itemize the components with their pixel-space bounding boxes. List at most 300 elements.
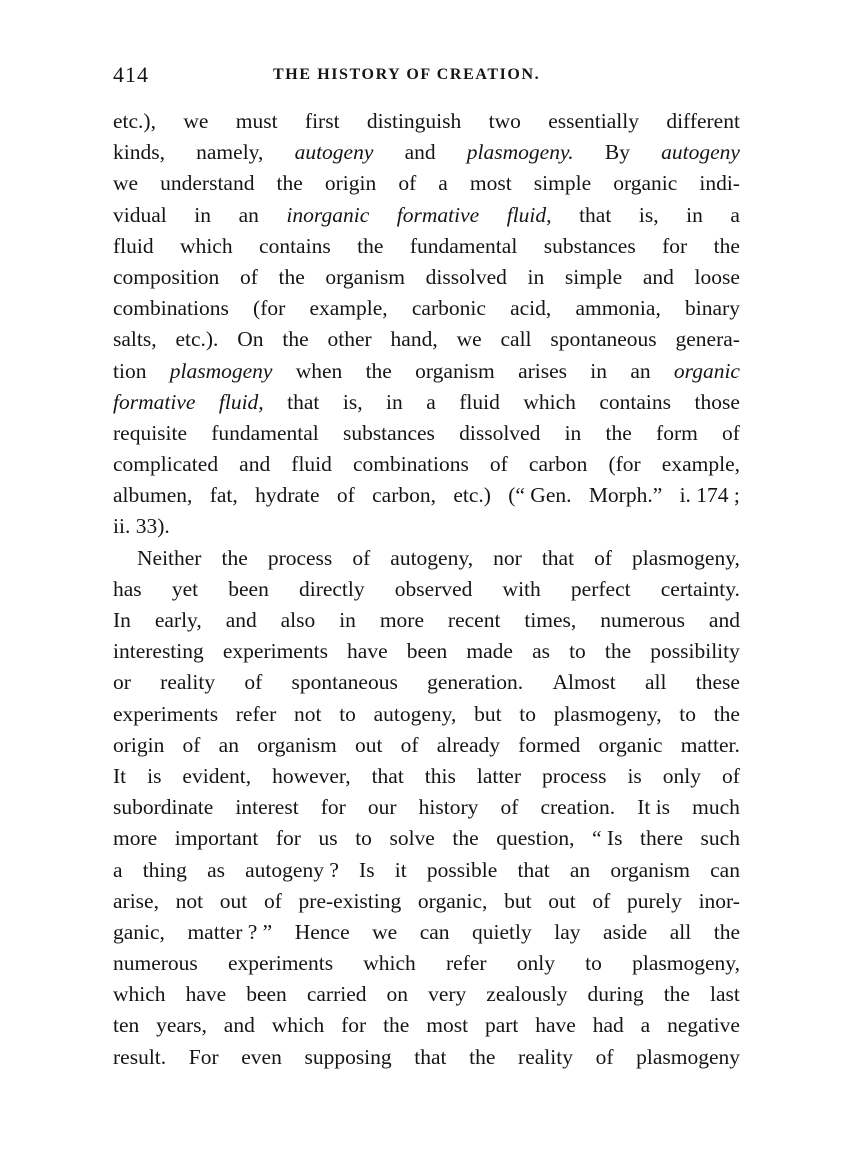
word: subordinate (113, 795, 214, 820)
word: of (500, 795, 519, 820)
word: yet (171, 576, 199, 601)
word: we (456, 327, 482, 352)
word: a (426, 389, 436, 414)
word: even (241, 1044, 282, 1069)
word: in (386, 389, 403, 414)
word: combinations (113, 296, 229, 321)
word: numerous (113, 951, 198, 976)
word: organic (598, 732, 663, 757)
word: dissolved (425, 264, 507, 289)
word: different (666, 109, 740, 133)
word: numerous (600, 608, 686, 632)
word: to (585, 951, 602, 976)
text-line (113, 106, 740, 137)
word: been (246, 982, 287, 1007)
word: experiments (113, 701, 219, 726)
word: to (519, 701, 537, 726)
word: an (238, 202, 259, 227)
text-line (113, 200, 740, 231)
text-line (113, 730, 740, 761)
word: “ Is (592, 826, 623, 851)
word: in (686, 202, 703, 227)
word: the (365, 358, 392, 383)
word: autogeny ? (245, 857, 339, 882)
word: Morph.” (588, 483, 663, 508)
word: the (604, 639, 632, 664)
word: simple (564, 264, 623, 289)
word: interesting (113, 639, 204, 664)
word: and (223, 1013, 255, 1038)
word: etc.). (175, 327, 219, 352)
word: we (113, 171, 139, 196)
word: example, (661, 452, 740, 477)
text-line (113, 511, 740, 542)
word: is, (638, 202, 659, 227)
word: is, (342, 389, 363, 414)
word: which (271, 1013, 325, 1038)
word: of (592, 888, 611, 913)
word: in (339, 608, 356, 632)
word: fluid (459, 389, 500, 414)
word: evident, (182, 763, 252, 788)
word: an (218, 732, 239, 757)
text-line (113, 324, 740, 355)
word: have (347, 639, 388, 664)
word: negative (667, 1013, 740, 1038)
text-line (113, 543, 740, 574)
word: quietly (472, 919, 532, 944)
word: It is (637, 795, 671, 820)
word: out (219, 888, 248, 913)
word: in (590, 358, 608, 383)
italic-word: fluid, (218, 389, 264, 414)
word: of (352, 545, 371, 570)
word: of (263, 888, 282, 913)
word: must (235, 109, 278, 133)
word: contains (599, 389, 672, 414)
word: binary (685, 296, 740, 321)
word: reality (518, 1044, 573, 1069)
word: the (469, 1044, 496, 1069)
word: of (398, 171, 417, 196)
word: tion (113, 358, 147, 383)
word: complicated (113, 452, 219, 477)
text-line (113, 667, 740, 698)
word: the (605, 420, 632, 445)
italic-word: plasmogeny (169, 358, 273, 383)
word: a (113, 857, 123, 882)
word: combinations (352, 452, 469, 477)
word: as (532, 639, 550, 664)
word: the (452, 826, 479, 851)
word: two (488, 109, 521, 133)
word: Almost (552, 670, 616, 695)
word: is (627, 763, 642, 788)
text-line (113, 387, 740, 418)
word: albumen, (113, 483, 193, 508)
word: For (188, 1044, 219, 1069)
word: solve (389, 826, 435, 851)
word: acid, (510, 296, 552, 321)
text-line (113, 1042, 740, 1073)
word: such (700, 826, 740, 851)
word: fluid (291, 452, 332, 477)
text-line (113, 356, 740, 387)
word: we (183, 109, 209, 133)
word: spontaneous (291, 670, 398, 695)
text-line (113, 823, 740, 854)
word: ten (113, 1013, 140, 1038)
word: those (694, 389, 740, 414)
word: to (679, 701, 697, 726)
text-line (113, 449, 740, 480)
word: more (379, 608, 425, 632)
word: made (466, 639, 513, 664)
word: last (710, 982, 740, 1007)
word: which (363, 951, 416, 976)
word: of (336, 483, 355, 508)
word: an (630, 358, 651, 383)
word: example, (309, 296, 388, 321)
word: and (225, 608, 257, 632)
word: dissolved (459, 420, 541, 445)
italic-word: formative (396, 202, 480, 227)
word: the (357, 233, 384, 258)
word: a (438, 171, 448, 196)
word: not (175, 888, 204, 913)
word: simple (533, 171, 592, 196)
word: history (418, 795, 479, 820)
word: for (275, 826, 301, 851)
word: inor- (698, 888, 740, 913)
word: in (194, 202, 212, 227)
text-line (113, 293, 740, 324)
word: lay (554, 919, 581, 944)
word: for (320, 795, 346, 820)
word: of (595, 1044, 614, 1069)
text-line (113, 605, 740, 636)
word: purely (626, 888, 682, 913)
word: interest (235, 795, 299, 820)
word: and (642, 264, 674, 289)
word: requisite (113, 420, 188, 445)
word: important (174, 826, 259, 851)
word: arise, (113, 888, 159, 913)
word: however, (272, 763, 351, 788)
word: and (239, 452, 271, 477)
word: autogeny, (390, 545, 474, 570)
body-text (113, 106, 740, 1073)
word: plasmogeny, (632, 545, 740, 570)
word: fundamental (211, 420, 319, 445)
word: fluid (113, 233, 154, 258)
word: substances (543, 233, 636, 258)
word: It (113, 763, 127, 788)
word: hand, (390, 327, 438, 352)
word: understand (160, 171, 255, 196)
word: pre-existing (298, 888, 402, 913)
word: question, (496, 826, 575, 851)
word: the (663, 982, 690, 1007)
word: loose (694, 264, 740, 289)
word: carried (306, 982, 367, 1007)
word: (for (253, 296, 286, 321)
word: that (287, 389, 320, 414)
word: that (579, 202, 612, 227)
word: matter ? ” (187, 919, 273, 944)
word: all (669, 919, 692, 944)
word: (for (608, 452, 641, 477)
text-line (113, 855, 740, 886)
word: for (341, 1013, 367, 1038)
word: which (523, 389, 576, 414)
word: all (645, 670, 667, 695)
word: the (713, 233, 740, 258)
word: recent (447, 608, 501, 632)
word: in (527, 264, 545, 289)
word: as (207, 857, 225, 882)
text-line (113, 761, 740, 792)
word: the (713, 701, 740, 726)
word: substances (342, 420, 435, 445)
word: nor (493, 545, 522, 570)
word: the (278, 264, 305, 289)
word: process (267, 545, 333, 570)
word: had (592, 1013, 624, 1038)
word: spontaneous (550, 327, 657, 352)
word: years, (156, 1013, 207, 1038)
word: namely, (196, 140, 264, 165)
word: and (708, 608, 740, 632)
word: refer (445, 951, 487, 976)
word: ii. 33). (113, 514, 170, 539)
text-line (113, 699, 740, 730)
word: not (294, 701, 322, 726)
word: us (318, 826, 338, 851)
word: (“ Gen. (508, 483, 572, 508)
word: carbonic (411, 296, 486, 321)
word: on (386, 982, 409, 1007)
text-line (113, 886, 740, 917)
text-line (113, 231, 740, 262)
word: ganic, (113, 919, 165, 944)
word: can (419, 919, 450, 944)
word: also (280, 608, 316, 632)
text-line (113, 137, 740, 168)
word: that (517, 857, 550, 882)
word: directly (298, 576, 365, 601)
word: certainty. (660, 576, 740, 601)
word: most (469, 171, 512, 196)
text-line (113, 1010, 740, 1041)
italic-word: autogeny (661, 140, 740, 165)
word: result. (113, 1044, 167, 1069)
word: this (424, 763, 456, 788)
word: been (406, 639, 448, 664)
word: generation. (427, 670, 524, 695)
word: or (113, 670, 131, 695)
word: part (484, 1013, 519, 1038)
word: there (640, 826, 683, 851)
word: distinguish (366, 109, 462, 133)
word: organism (257, 732, 337, 757)
word: when (295, 358, 343, 383)
word: plasmogeny (636, 1044, 740, 1069)
text-line (113, 574, 740, 605)
word: creation. (540, 795, 616, 820)
word: the (276, 171, 303, 196)
word: form (656, 420, 698, 445)
word: of (489, 452, 508, 477)
word: etc.), (113, 109, 156, 133)
word: composition (113, 264, 220, 289)
word: very (428, 982, 467, 1007)
word: carbon, (372, 483, 436, 508)
word: of (400, 732, 419, 757)
word: salts, (113, 327, 157, 352)
word: been (228, 576, 269, 601)
word: possibility (650, 639, 740, 664)
word: supposing (304, 1044, 392, 1069)
word: plasmogeny, (632, 951, 740, 976)
word: organism (415, 358, 495, 383)
word: By (604, 140, 630, 165)
word: of (594, 545, 613, 570)
word: formed (518, 732, 581, 757)
word: zealously (486, 982, 568, 1007)
word: that (541, 545, 575, 570)
word: we (372, 919, 398, 944)
word: have (185, 982, 227, 1007)
word: the (282, 327, 309, 352)
text-line (113, 636, 740, 667)
word: fundamental (409, 233, 518, 258)
word: latter (476, 763, 522, 788)
word: experiments (227, 951, 334, 976)
word: perfect (570, 576, 631, 601)
word: most (426, 1013, 469, 1038)
word: Is (359, 857, 375, 882)
text-line (113, 480, 740, 511)
word: Neither (137, 545, 202, 570)
word: the (221, 545, 248, 570)
word: observed (394, 576, 473, 601)
word: In (113, 608, 131, 632)
word: to (569, 639, 586, 664)
page-number: 414 (113, 62, 149, 87)
text-line (113, 262, 740, 293)
text-line (113, 979, 740, 1010)
word: of (722, 420, 740, 445)
word: matter. (680, 732, 740, 757)
word: i. 174 ; (679, 483, 740, 508)
word: early, (154, 608, 202, 632)
word: of (182, 732, 201, 757)
word: autogeny, (373, 701, 457, 726)
word: vidual (113, 202, 167, 227)
word: other (327, 327, 372, 352)
word: only (662, 763, 701, 788)
word: of (244, 670, 263, 695)
word: much (692, 795, 740, 820)
word: which (113, 982, 166, 1007)
word: can (710, 857, 740, 882)
word: hydrate (255, 483, 320, 508)
word: for (662, 233, 688, 258)
word: to (355, 826, 372, 851)
word: arises (518, 358, 568, 383)
word: fat, (209, 483, 238, 508)
word: that (414, 1044, 447, 1069)
italic-word: organic (673, 358, 740, 383)
word: reality (160, 670, 216, 695)
word: is (147, 763, 162, 788)
word: indi- (699, 171, 740, 196)
italic-word: plasmogeny. (466, 140, 574, 165)
word: origin (113, 732, 165, 757)
word: the (713, 919, 740, 944)
word: a (640, 1013, 651, 1038)
word: to (339, 701, 356, 726)
word: already (436, 732, 501, 757)
word: our (367, 795, 397, 820)
word: but (474, 701, 502, 726)
word: first (304, 109, 340, 133)
word: with (502, 576, 541, 601)
word: an (569, 857, 591, 882)
word: ammonia, (575, 296, 661, 321)
word: origin (324, 171, 377, 196)
word: organic (613, 171, 678, 196)
word: a (730, 202, 740, 227)
word: Hence (294, 919, 350, 944)
word: the (383, 1013, 410, 1038)
word: carbon (528, 452, 588, 477)
word: that (371, 763, 404, 788)
word: possible (426, 857, 498, 882)
word: organic, (417, 888, 488, 913)
text-line (113, 418, 740, 449)
word: but (504, 888, 532, 913)
word: times, (524, 608, 577, 632)
word: organism (610, 857, 690, 882)
word: call (500, 327, 532, 352)
word: process (541, 763, 607, 788)
word: and (404, 140, 436, 165)
italic-word: inorganic (286, 202, 370, 227)
word: of (721, 763, 740, 788)
word: out (548, 888, 576, 913)
word: have (535, 1013, 576, 1038)
word: etc.) (453, 483, 491, 508)
running-head (113, 62, 740, 88)
text-line (113, 792, 740, 823)
italic-word: formative (113, 389, 196, 414)
italic-word: fluid, (506, 202, 552, 227)
word: essentially (548, 109, 639, 133)
word: it (394, 857, 407, 882)
word: experiments (222, 639, 328, 664)
word: of (239, 264, 258, 289)
italic-word: autogeny (294, 140, 374, 165)
word: contains (259, 233, 331, 258)
running-title: THE HISTORY OF CREATION. (273, 66, 541, 83)
word: which (180, 233, 233, 258)
word: only (516, 951, 555, 976)
word: genera- (675, 327, 740, 352)
word: refer (235, 701, 277, 726)
word: On (237, 327, 264, 352)
